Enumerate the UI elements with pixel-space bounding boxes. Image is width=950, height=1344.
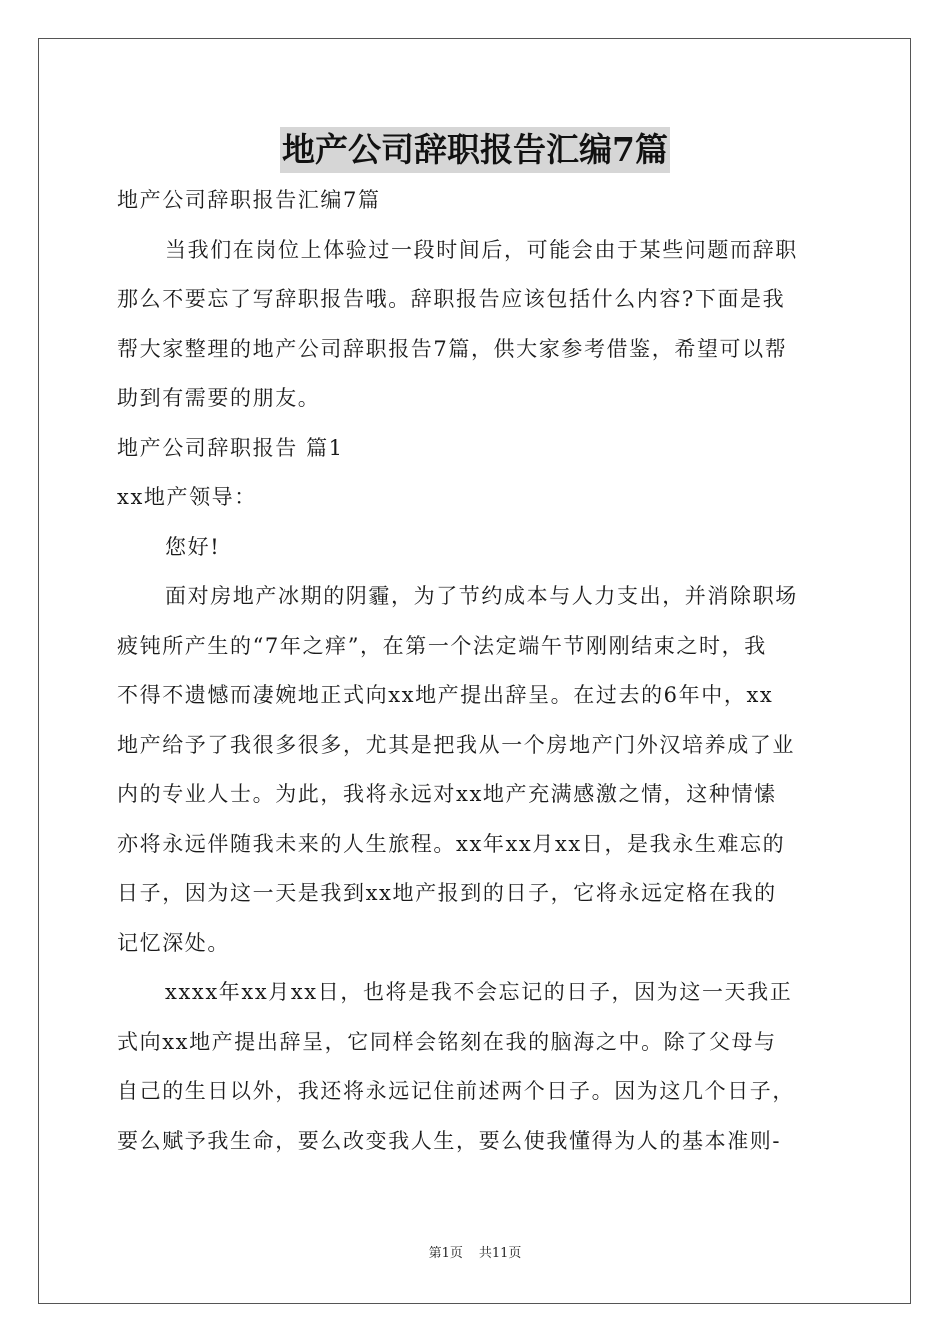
page-footer [0, 1244, 950, 1264]
text-line: 不得不遗憾而凄婉地正式向xx地产提出辞呈。在过去的6年中，xx [117, 683, 774, 707]
text-line: 自己的生日以外，我还将永远记住前述两个日子。因为这几个日子， [117, 1079, 795, 1103]
text-line: 记忆深处。 [117, 930, 230, 955]
text-line: 内的专业人士。为此，我将永远对xx地产充满感激之情，这种情愫 [117, 782, 777, 806]
text-line: 地产公司辞职报告汇编7篇 [117, 188, 381, 212]
text-line: 那么不要忘了写辞职报告哦。辞职报告应该包括什么内容?下面是我 [117, 287, 786, 311]
text-line: 地产给予了我很多很多，尤其是把我从一个房地产门外汉培养成了业 [117, 732, 795, 757]
text-line: 当我们在岗位上体验过一段时间后，可能会由于某些问题而辞职 [165, 237, 798, 262]
text-line: 您好! [165, 534, 221, 559]
text-line: 亦将永远伴随我未来的人生旅程。xx年xx月xx日，是我永生难忘的 [117, 831, 786, 856]
document-title: 地产公司辞职报告汇编7篇 [280, 127, 670, 173]
text-line: 日子，因为这一天是我到xx地产报到的日子，它将永远定格在我的 [117, 881, 777, 905]
title-container [0, 127, 950, 173]
text-line: 面对房地产冰期的阴霾，为了节约成本与人力支出，并消除职场 [165, 584, 798, 608]
text-line: 疲钝所产生的“7年之痒”，在第一个法定端午节刚刚结束之时，我 [117, 633, 767, 658]
text-line: 式向xx地产提出辞呈，它同样会铭刻在我的脑海之中。除了父母与 [117, 1029, 777, 1054]
document-body [117, 176, 837, 1166]
text-line: xx地产领导： [117, 485, 257, 509]
text-line: 帮大家整理的地产公司辞职报告7篇，供大家参考借鉴，希望可以帮 [117, 336, 788, 361]
text-line: 要么赋予我生命，要么改变我人生，要么使我懂得为人的基本准则- [117, 1128, 782, 1153]
text-line: 地产公司辞职报告 篇1 [117, 435, 344, 460]
page-total: 共11页 [478, 1246, 522, 1261]
text-line: xxxx年xx月xx日，也将是我不会忘记的日子，因为这一天我正 [165, 980, 793, 1004]
text-line: 助到有需要的朋友。 [117, 386, 321, 410]
page-number: 第1页 [428, 1246, 463, 1261]
